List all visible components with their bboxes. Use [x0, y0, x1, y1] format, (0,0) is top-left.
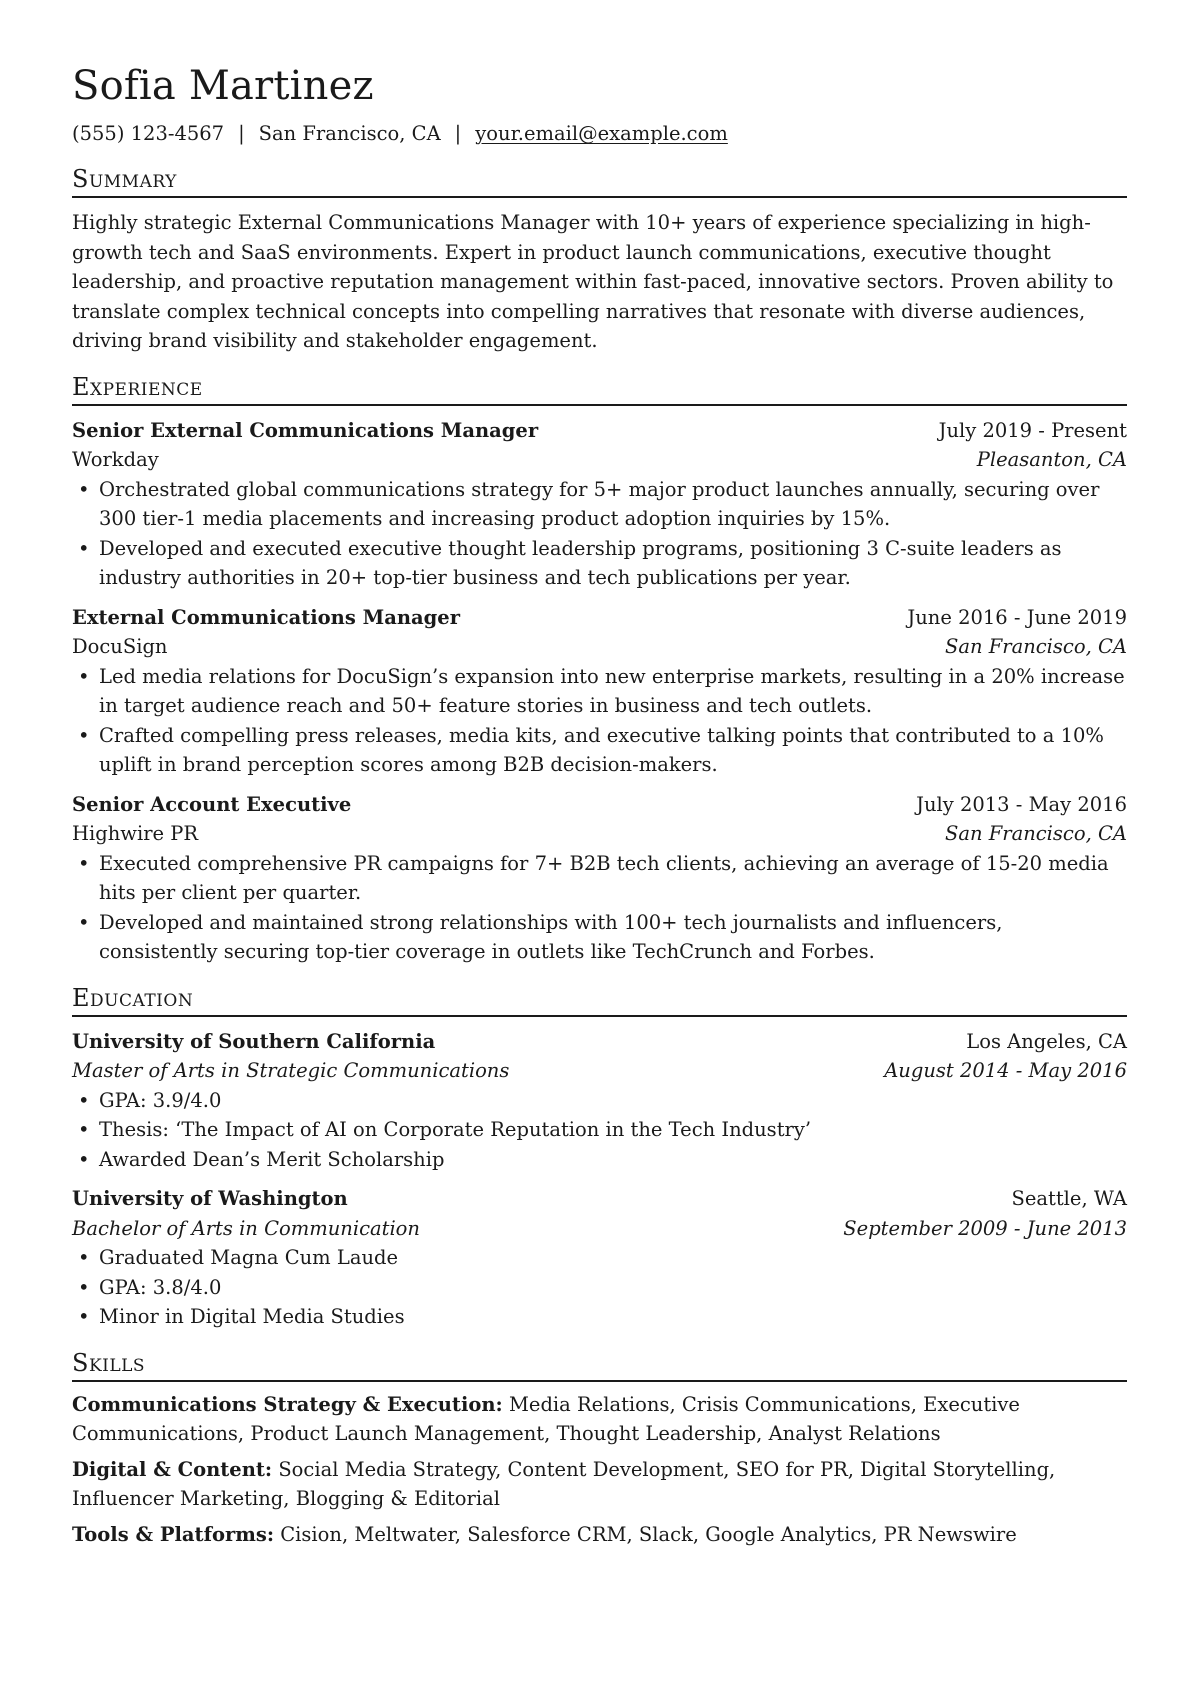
- education-entry: [72, 1027, 1127, 1175]
- section-heading-education: Education: [72, 983, 1127, 1017]
- job-location: San Francisco, CA: [944, 635, 1127, 658]
- skill-group-label: Digital & Content:: [72, 1457, 273, 1481]
- job-entry: [72, 416, 1127, 593]
- education-dates: September 2009 - June 2013: [843, 1216, 1127, 1240]
- job-company: DocuSign: [72, 635, 168, 658]
- job-location: San Francisco, CA: [944, 822, 1127, 845]
- section-heading-summary: Summary: [72, 164, 1127, 198]
- job-bullets: [72, 849, 1127, 967]
- email-link[interactable]: your.email@example.com: [475, 122, 728, 145]
- education-bullets: [72, 1243, 1127, 1332]
- skill-group-items: Cision, Meltwater, Salesforce CRM, Slack, Google Analytics, PR Newswire: [280, 1522, 1017, 1546]
- summary-text: Highly strategic External Communications Manager with 10+ years of experience specializing in high-growth tech and SaaS environments. Expert in product launch communications, executive thought leadership, and proactive reputation management within fast-paced, innovative sectors. Proven ability to translate complex technical concepts into compelling narratives that resonate with diverse audiences, driving brand visibility and stakeholder engagement.: [72, 211, 1114, 352]
- job-entry: [72, 603, 1127, 780]
- skill-group-items: Media Relations, Crisis Communications, Executive Communications, Product Launch Management, Thought Leadership, Analyst Relations: [72, 1392, 1020, 1445]
- contact-separator: |: [454, 122, 462, 145]
- job-bullets: [72, 662, 1127, 780]
- list-item: • Minor in Digital Media Studies: [72, 1302, 1127, 1332]
- job-title: External Communications Manager: [72, 605, 460, 629]
- list-item: • GPA: 3.8/4.0: [72, 1273, 1127, 1303]
- job-title: Senior Account Executive: [72, 792, 352, 816]
- list-item: • Awarded Dean’s Merit Scholarship: [72, 1145, 1127, 1175]
- degree-name: Bachelor of Arts in Communication: [72, 1216, 420, 1240]
- job-dates: July 2019 - Present: [938, 418, 1127, 442]
- education-bullets: [72, 1086, 1127, 1175]
- skill-group-items: Social Media Strategy, Content Development, SEO for PR, Digital Storytelling, Influencer Marketing, Blogging & Editorial: [72, 1457, 1056, 1510]
- job-entry: [72, 790, 1127, 967]
- list-item: • Thesis: ‘The Impact of AI on Corporate Reputation in the Tech Industry’: [72, 1115, 1127, 1145]
- skill-group-label: Tools & Platforms:: [72, 1522, 275, 1546]
- section-heading-skills: Skills: [72, 1348, 1127, 1382]
- job-dates: June 2016 - June 2019: [907, 605, 1127, 629]
- skill-group-label: Communications Strategy & Execution:: [72, 1392, 503, 1416]
- education-dates: August 2014 - May 2016: [884, 1059, 1127, 1082]
- list-item: • Developed and executed executive thought leadership programs, positioning 3 C-suite leaders as industry authorities in 20+ top-tier business and tech publications per year.: [72, 534, 1127, 593]
- degree-name: Master of Arts in Strategic Communications: [72, 1059, 510, 1082]
- school-location: Seattle, WA: [1011, 1187, 1127, 1210]
- education-entry: [72, 1184, 1127, 1332]
- job-dates: July 2013 - May 2016: [916, 792, 1127, 816]
- section-heading-experience: Experience: [72, 372, 1127, 406]
- list-item: • Led media relations for DocuSign’s expansion into new enterprise markets, resulting in a 20% increase in target audience reach and 50+ feature stories in business and tech outlets.: [72, 662, 1127, 721]
- contact-line: [72, 120, 1127, 148]
- skills-list: [72, 1390, 1127, 1550]
- list-item: • Executed comprehensive PR campaigns for 7+ B2B tech clients, achieving an average of 15-20 media hits per client per quarter.: [72, 849, 1127, 908]
- list-item: • Developed and maintained strong relationships with 100+ tech journalists and influencers, consistently securing top-tier coverage in outlets like TechCrunch and Forbes.: [72, 908, 1127, 967]
- skill-group: [72, 1520, 1127, 1550]
- list-item: • Crafted compelling press releases, media kits, and executive talking points that contributed to a 10% uplift in brand perception scores among B2B decision-makers.: [72, 721, 1127, 780]
- list-item: • Orchestrated global communications strategy for 5+ major product launches annually, securing over 300 tier-1 media placements and increasing product adoption inquiries by 15%.: [72, 475, 1127, 534]
- job-company: Highwire PR: [72, 822, 199, 845]
- job-company: Workday: [72, 448, 159, 471]
- contact-separator: |: [238, 122, 245, 145]
- skill-group: [72, 1390, 1127, 1449]
- contact-location: San Francisco, CA: [258, 122, 441, 145]
- phone-number: (555) 123-4567: [72, 122, 225, 145]
- list-item: • Graduated Magna Cum Laude: [72, 1243, 1127, 1273]
- school-name: University of Southern California: [72, 1029, 436, 1053]
- job-bullets: [72, 475, 1127, 593]
- job-title: Senior External Communications Manager: [72, 418, 539, 442]
- school-location: Los Angeles, CA: [966, 1029, 1127, 1053]
- list-item: • GPA: 3.9/4.0: [72, 1086, 1127, 1116]
- skill-group: [72, 1455, 1127, 1514]
- candidate-name: Sofia Martinez: [72, 63, 374, 109]
- school-name: University of Washington: [72, 1187, 348, 1210]
- job-location: Pleasanton, CA: [976, 448, 1127, 471]
